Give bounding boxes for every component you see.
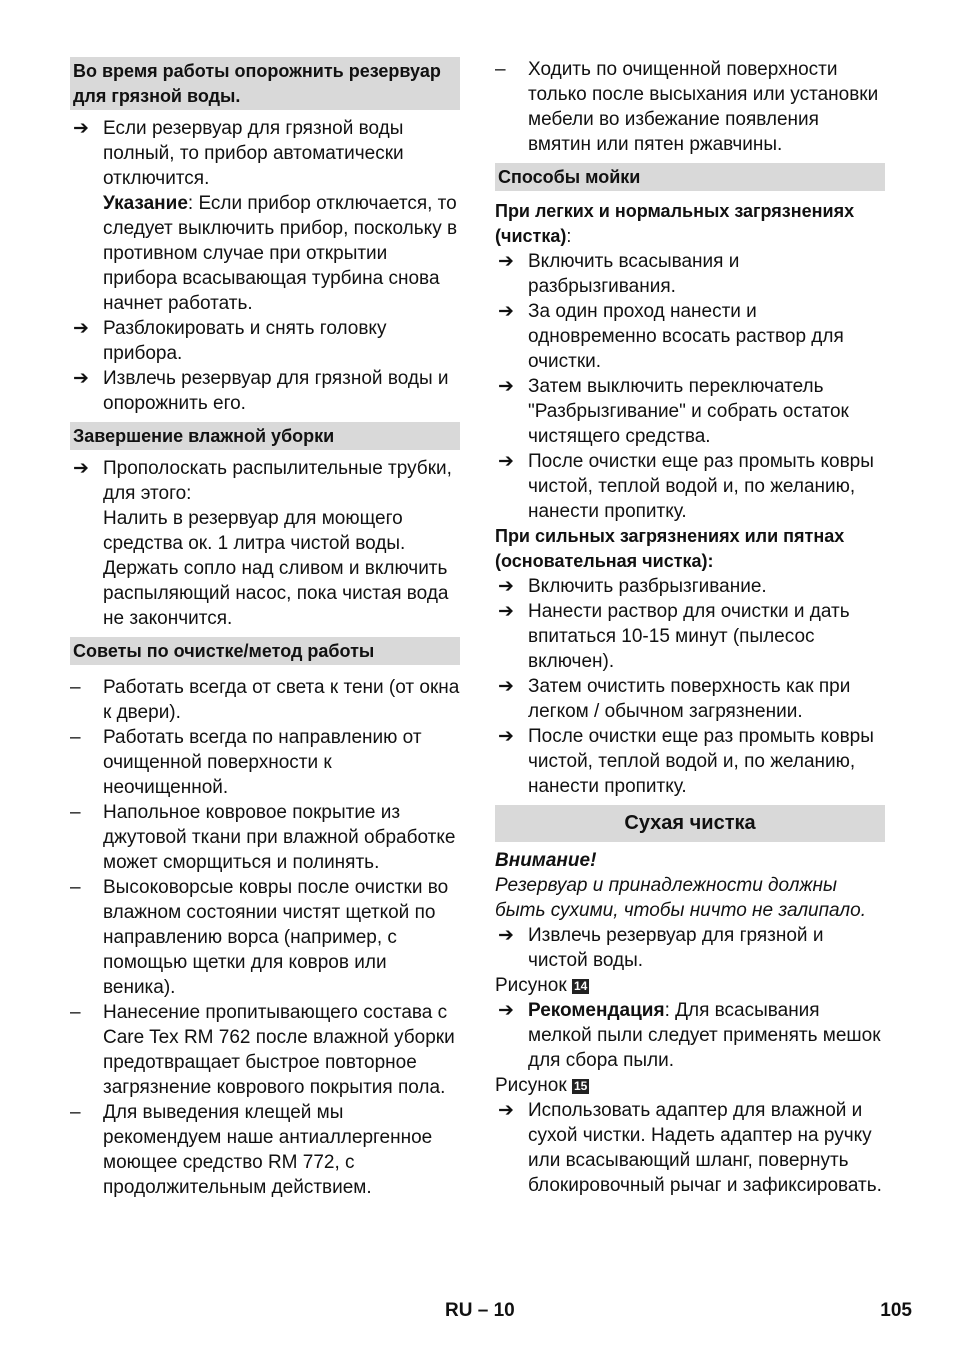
note-label: Указание <box>103 193 188 214</box>
figure-label: Рисунок <box>495 975 567 996</box>
list-item <box>495 724 885 799</box>
recommendation-label: Рекомендация <box>528 1000 665 1021</box>
tip-text: Ходить по очищенной поверхности только после высыхания или установки мебели во избежание появления вмятин или пятен ржавчины. <box>528 59 879 155</box>
step-text: За один проход нанести и одновременно всосать раствор для очистки. <box>528 301 844 372</box>
list-item <box>70 116 460 316</box>
step-text: Разблокировать и снять головку прибора. <box>103 318 387 364</box>
step-text: После очистки еще раз промыть ковры чистой, теплой водой и, по желанию, нанести пропитку. <box>528 726 874 797</box>
list-item <box>495 449 885 524</box>
footer-section-number: RU – 10 <box>445 1300 515 1321</box>
note-paragraph <box>103 191 460 316</box>
list-item <box>70 725 460 800</box>
tip-text: Работать всегда от света к тени (от окна к двери). <box>103 677 460 723</box>
figure-reference <box>495 973 885 998</box>
figure-label: Рисунок <box>495 1075 567 1096</box>
arrow-icon: ➔ <box>498 925 514 946</box>
arrow-icon: ➔ <box>498 1100 514 1121</box>
dash-marker: – <box>495 59 506 80</box>
step-text: Использовать адаптер для влажной и сухой чистки. Надеть адаптер на ручку или всасывающий шланг, повернуть блокировочный рычаг и зафиксировать. <box>528 1100 882 1196</box>
arrow-icon: ➔ <box>498 726 514 747</box>
arrow-icon: ➔ <box>498 676 514 697</box>
subheading-text: При легких и нормальных загрязнениях (чистка) <box>495 201 855 246</box>
tip-text: Нанесение пропитывающего состава с Care Tex RM 762 после влажной уборки предотвращает быстрое повторное загрязнение коврового покрытия пола. <box>103 1002 455 1098</box>
section-heading-empty-tank: Во время работы опорожнить резервуар для грязной воды. <box>70 57 460 110</box>
section-heading-tips: Советы по очистке/метод работы <box>70 637 460 665</box>
subheading-light-dirt <box>495 199 885 249</box>
dash-marker: – <box>70 727 81 748</box>
section-heading-dry-cleaning: Сухая чистка <box>495 805 885 842</box>
list-item <box>495 998 885 1073</box>
arrow-icon: ➔ <box>73 368 89 389</box>
step-text: Включить разбрызгивание. <box>528 576 767 597</box>
arrow-icon: ➔ <box>498 576 514 597</box>
arrow-icon: ➔ <box>73 118 89 139</box>
recommendation-body: : Для всасывания мелкой пыли следует применять мешок для сбора пыли. <box>528 1000 881 1071</box>
step-text: Извлечь резервуар для грязной и чистой воды. <box>528 925 824 971</box>
arrow-icon: ➔ <box>498 251 514 272</box>
dash-marker: – <box>70 1102 81 1123</box>
tip-text: Напольное ковровое покрытие из джутовой ткани при влажной обработке может сморщиться и полинять. <box>103 802 456 873</box>
subheading-heavy-dirt: При сильных загрязнениях или пятнах (основательная чистка): <box>495 526 845 571</box>
list-item <box>495 574 885 599</box>
right-column <box>495 57 885 1198</box>
step-text: Нанести раствор для очистки и дать впитаться 10-15 минут (пылесос включен). <box>528 601 850 672</box>
list-item <box>70 366 460 416</box>
step-text: Прополоскать распылительные трубки, для этого: <box>103 458 452 504</box>
list-item <box>70 456 460 631</box>
tip-text: Высоковорсые ковры после очистки во влажном состоянии чистят щеткой по направлению ворса (например, с помощью щетки для ковров или веника). <box>103 877 449 998</box>
dash-marker: – <box>70 802 81 823</box>
section-heading-finish-wet: Завершение влажной уборки <box>70 422 460 450</box>
step-text: После очистки еще раз промыть ковры чистой, теплой водой и, по желанию, нанести пропитку. <box>528 451 874 522</box>
list-item <box>70 316 460 366</box>
step-text: Затем выключить переключатель "Разбрызгивание" и собрать остаток чистящего средства. <box>528 376 849 447</box>
dash-marker: – <box>70 877 81 898</box>
step-detail: Налить в резервуар для моющего средства ок. 1 литра чистой воды. Держать сопло над сливом и включить распыляющий насос, пока чистая вода не закончится. <box>103 508 449 629</box>
left-column <box>70 57 460 1200</box>
arrow-icon: ➔ <box>498 451 514 472</box>
list-item <box>70 1000 460 1100</box>
list-item <box>70 675 460 725</box>
tip-text: Для выведения клещей мы рекомендуем наше антиаллергенное моющее средство RM 772, с продолжительным действием. <box>103 1102 433 1198</box>
list-item <box>70 1100 460 1200</box>
step-text: Если резервуар для грязной воды полный, то прибор автоматически отключится. <box>103 118 404 189</box>
dash-marker: – <box>70 677 81 698</box>
arrow-icon: ➔ <box>498 601 514 622</box>
list-item <box>495 249 885 299</box>
figure-number-badge: 15 <box>573 1079 588 1093</box>
list-item <box>495 599 885 674</box>
arrow-icon: ➔ <box>498 301 514 322</box>
section-heading-wash-methods: Способы мойки <box>495 163 885 191</box>
arrow-icon: ➔ <box>73 318 89 339</box>
list-item <box>495 1098 885 1198</box>
list-item <box>70 800 460 875</box>
subheading-colon: : <box>566 226 572 246</box>
arrow-icon: ➔ <box>498 376 514 397</box>
attention-text: Резервуар и принадлежности должны быть сухими, чтобы ничто не залипало. <box>495 875 866 921</box>
list-item <box>495 57 885 157</box>
list-item <box>495 674 885 724</box>
recommendation-text <box>528 998 885 1073</box>
list-item <box>70 875 460 1000</box>
tip-text: Работать всегда по направлению от очищенной поверхности к неочищенной. <box>103 727 422 798</box>
figure-reference <box>495 1073 885 1098</box>
list-item <box>495 299 885 374</box>
step-text: Включить всасывания и разбрызгивания. <box>528 251 740 297</box>
note-text: : Если прибор отключается, то следует выключить прибор, поскольку в противном случае при открытии прибора всасывающая турбина снова начнет работать. <box>103 193 458 314</box>
arrow-icon: ➔ <box>498 1000 514 1021</box>
attention-label: Внимание! <box>495 850 597 871</box>
page-number: 105 <box>880 1300 912 1321</box>
dash-marker: – <box>70 1002 81 1023</box>
list-item <box>495 923 885 973</box>
figure-number-badge: 14 <box>573 979 588 993</box>
step-text: Извлечь резервуар для грязной воды и опорожнить его. <box>103 368 449 414</box>
arrow-icon: ➔ <box>73 458 89 479</box>
list-item <box>495 374 885 449</box>
step-text: Затем очистить поверхность как при легком / обычном загрязнении. <box>528 676 851 722</box>
